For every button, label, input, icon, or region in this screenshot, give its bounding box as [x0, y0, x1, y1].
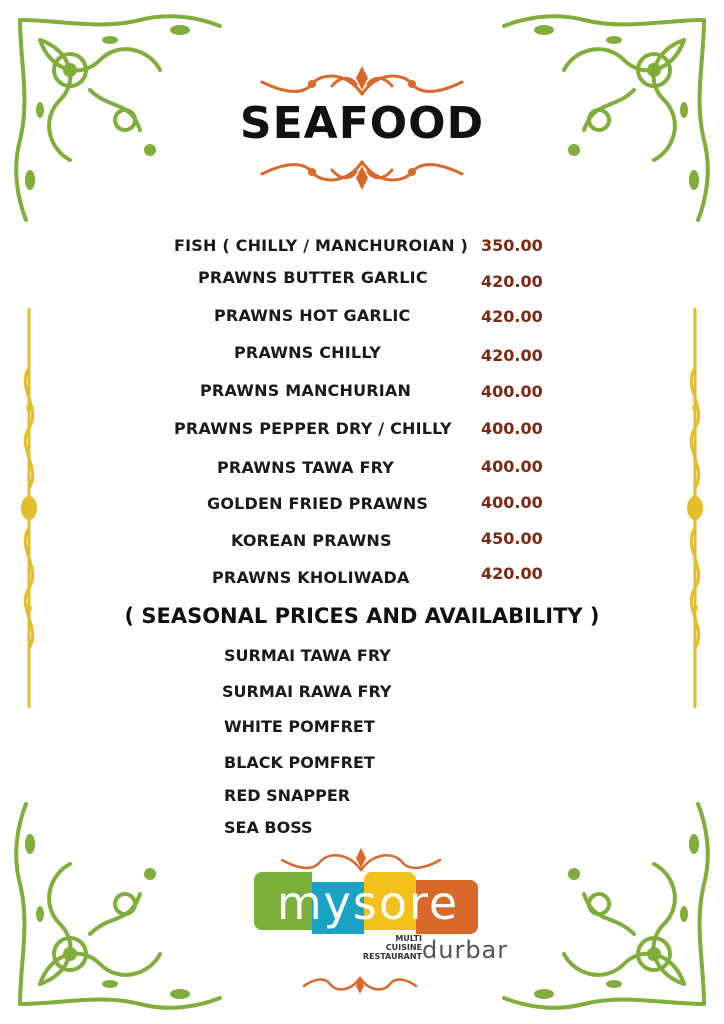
- title-flourish-bottom: [252, 154, 472, 194]
- seasonal-item: RED SNAPPER: [224, 786, 351, 805]
- menu-item-price: 420.00: [481, 564, 543, 583]
- menu-item-name: PRAWNS CHILLY: [234, 343, 382, 362]
- seasonal-item: SURMAI TAWA FRY: [224, 646, 391, 665]
- menu-item-price: 400.00: [481, 457, 543, 476]
- menu-item-price: 450.00: [481, 529, 543, 548]
- menu-item-name: PRAWNS BUTTER GARLIC: [198, 268, 428, 287]
- menu-item-price: 420.00: [481, 272, 543, 291]
- menu-item-price: 400.00: [481, 493, 543, 512]
- side-border-right: [680, 308, 710, 708]
- menu-item-name: PRAWNS KHOLIWADA: [212, 568, 410, 587]
- menu-item-name: PRAWNS MANCHURIAN: [200, 381, 412, 400]
- seasonal-heading: ( SEASONAL PRICES AND AVAILABILITY ): [124, 604, 600, 628]
- side-border-left: [14, 308, 44, 708]
- menu-item-price: 400.00: [481, 382, 543, 401]
- menu-item-name: PRAWNS PEPPER DRY / CHILLY: [174, 419, 452, 438]
- logo-flourish-top: [276, 846, 446, 874]
- title-flourish-top: [252, 62, 472, 102]
- seasonal-item: SURMAI RAWA FRY: [222, 682, 392, 701]
- seasonal-item: BLACK POMFRET: [224, 753, 375, 772]
- logo-flourish-bottom: [300, 974, 420, 996]
- page-title: SEAFOOD: [239, 98, 485, 149]
- logo-subtitle: MULTI CUISINE RESTAURANT: [362, 934, 422, 961]
- menu-item-name: PRAWNS TAWA FRY: [217, 458, 395, 477]
- corner-ornament-bottom-left: [0, 784, 240, 1024]
- seasonal-item: SEA BOSS: [224, 818, 313, 837]
- menu-item-name: FISH ( CHILLY / MANCHUROIAN ): [174, 236, 468, 255]
- menu-item-name: KOREAN PRAWNS: [231, 531, 392, 550]
- logo-durbar: durbar: [422, 936, 509, 964]
- menu-item-name: PRAWNS HOT GARLIC: [214, 306, 411, 325]
- menu-item-price: 420.00: [481, 346, 543, 365]
- seasonal-item: WHITE POMFRET: [224, 717, 375, 736]
- logo-wordmark: mysore: [276, 876, 460, 930]
- menu-item-name: GOLDEN FRIED PRAWNS: [207, 494, 429, 513]
- menu-item-price: 420.00: [481, 307, 543, 326]
- menu-item-price: 400.00: [481, 419, 543, 438]
- corner-ornament-bottom-right: [484, 784, 724, 1024]
- menu-item-price: 350.00: [481, 236, 543, 255]
- restaurant-logo: [254, 872, 509, 972]
